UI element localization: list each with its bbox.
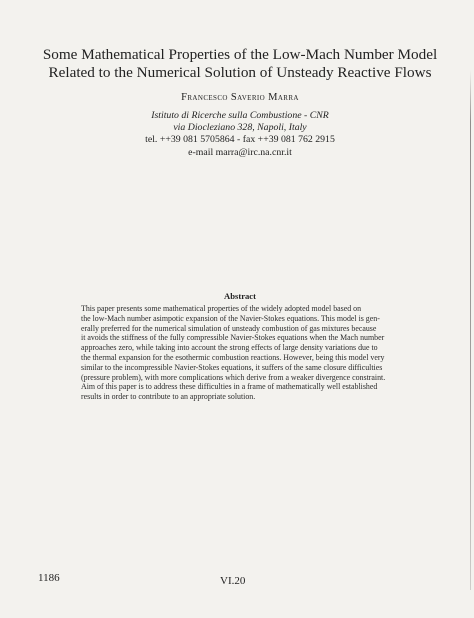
title-line-2: Related to the Numerical Solution of Unsteady Reactive Flows [48,64,432,81]
affiliation [60,110,420,159]
abstract-line: approaches zero, while taking into account the strong effects of large density variations due to [81,343,378,353]
abstract-line: (pressure problem), with more complications which derive from a weaker divergence constraint. [81,372,386,382]
phone-fax: tel. ++39 081 5705864 - fax ++39 081 762 2915 [145,134,335,146]
abstract-line: erally preferred for the numerical simulation of unsteady combustion of gas mixtures because [81,323,377,333]
author-name: Francesco Saverio Marra [181,92,299,103]
abstract-heading: Abstract [224,291,256,301]
abstract-line: it avoids the stiffness of the fully compressible Navier-Stokes equations when the Mach number [81,333,385,343]
abstract-line: This paper presents some mathematical properties of the widely adopted model based on [81,304,362,313]
abstract-line: Aim of this paper is to address these difficulties in a frame of mathematically well established [81,382,378,392]
abstract-body [81,304,405,402]
abstract-line: the low-Mach number asimpotic expansion of the Navier-Stokes equations. This model is gen- [81,313,380,323]
address: via Diocleziano 328, Napoli, Italy [173,122,307,134]
section-label: VI.20 [220,575,246,587]
email: e-mail marra@irc.na.cnr.it [188,146,292,158]
abstract-line: the thermal expansion for the esothermic combustion reactions. However, being this model very [81,352,385,362]
institute: Istituto di Ricerche sulla Combustione - CNR [151,110,329,121]
title-line-1: Some Mathematical Properties of the Low-Mach Number Model [42,46,438,63]
abstract-line: results in order to contribute to an appropriate solution. [81,392,256,402]
abstract-line: similar to the incompressible Navier-Stokes equations, it suffers of the same closure difficulties [81,362,383,372]
page-number: 1186 [38,572,60,584]
scan-edge-line [470,70,471,590]
paper-title [40,46,440,82]
